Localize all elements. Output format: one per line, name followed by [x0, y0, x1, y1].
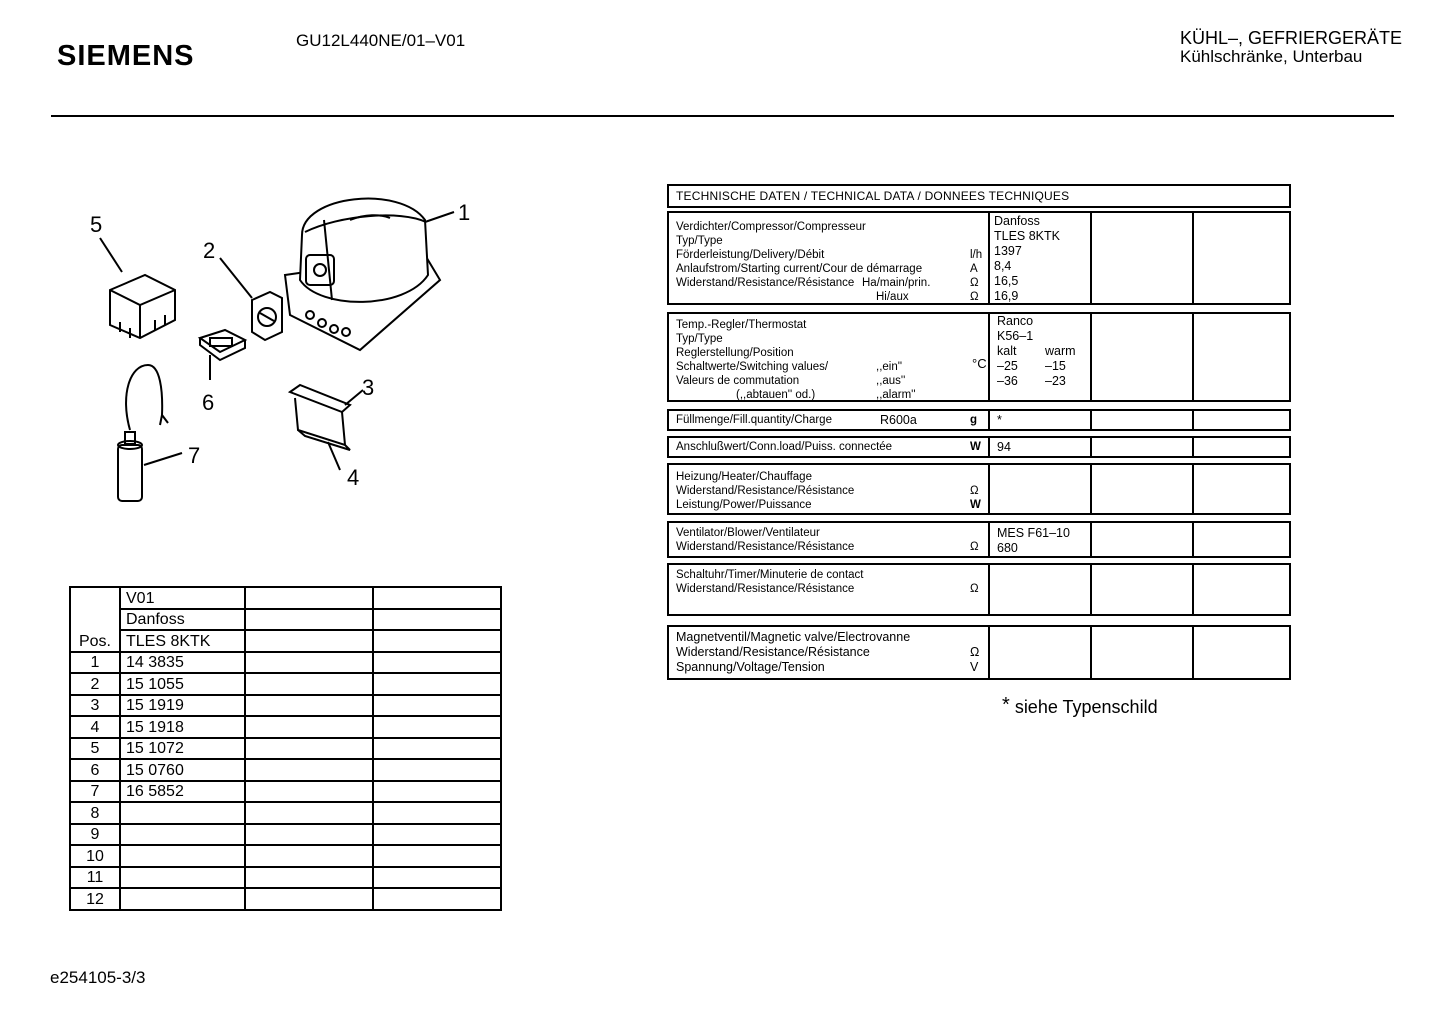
unit-label: Ω [970, 277, 979, 289]
table-row [70, 695, 501, 717]
charge-value: * [997, 413, 1002, 427]
power-label: Leistung/Power/Puissance [676, 499, 812, 511]
resistance-label: Widerstand/Resistance/Résistance [676, 485, 855, 497]
blower-resistance: 680 [997, 541, 1018, 555]
thermostat-maker: Ranco [997, 314, 1034, 328]
note-text: siehe Typenschild [1014, 697, 1158, 717]
table-row [70, 824, 501, 846]
pos-cell: 7 [70, 781, 120, 803]
main-resistance-value: 16,5 [994, 274, 1019, 288]
cold-label: kalt [997, 344, 1017, 358]
pos-cell: 6 [70, 759, 120, 781]
compressor-type: TLES 8KTK [994, 229, 1060, 243]
nameplate-note [1002, 694, 1158, 720]
part-number-cell: 15 1918 [120, 716, 245, 738]
resistance-label: Widerstand/Resistance/Résistance [676, 277, 855, 289]
table-row [70, 738, 501, 760]
note-asterisk: * [1002, 694, 1010, 716]
pos-cell: 9 [70, 824, 120, 846]
table-row [70, 867, 501, 889]
refrigerant-value: R600a [880, 413, 917, 427]
resistance-label: Widerstand/Resistance/Résistance [676, 645, 870, 659]
table-row [70, 652, 501, 674]
table-row [70, 781, 501, 803]
table-row [70, 802, 501, 824]
thermostat-section [667, 312, 1291, 402]
manufacturer-cell: Danfoss [120, 609, 245, 631]
table-row [70, 759, 501, 781]
type-label: Typ/Type [676, 235, 723, 247]
model-number: GU12L440NE/01–V01 [296, 31, 466, 50]
heater-label: Heizung/Heater/Chauffage [676, 471, 812, 483]
valve-section [667, 625, 1291, 680]
part-number-cell [120, 824, 245, 846]
pos-cell: 5 [70, 738, 120, 760]
valve-label: Magnetventil/Magnetic valve/Electrovanne [676, 630, 911, 644]
part-number-cell: 15 1919 [120, 695, 245, 717]
parts-table [69, 586, 502, 911]
commutation-label: Valeurs de commutation [676, 375, 800, 387]
unit-label: W [970, 441, 981, 453]
connected-load-label: Anschlußwert/Conn.load/Puiss. connectée [676, 441, 893, 453]
charge-section [667, 409, 1291, 431]
position-label: Reglerstellung/Position [676, 347, 794, 359]
category-subtitle: Kühlschränke, Unterbau [1180, 47, 1363, 66]
main-winding-label: Ha/main/prin. [862, 277, 931, 289]
pos-cell: 1 [70, 652, 120, 674]
part-number-cell: 16 5852 [120, 781, 245, 803]
resistance-label: Widerstand/Resistance/Résistance [676, 541, 855, 553]
starting-current-value: 8,4 [994, 259, 1012, 273]
pos-cell: 10 [70, 845, 120, 867]
voltage-label: Spannung/Voltage/Tension [676, 660, 825, 674]
document-id: e254105-3/3 [50, 968, 146, 987]
delivery-label: Förderleistung/Delivery/Débit [676, 249, 825, 261]
capacitor-drawing [118, 365, 168, 501]
switching-values-label: Schaltwerte/Switching values/ [676, 361, 829, 373]
type-cell: TLES 8KTK [120, 630, 245, 652]
tech-data-title: TECHNISCHE DATEN / TECHNICAL DATA / DONNEES TECHNIQUES [667, 184, 1291, 208]
callout-3: 3 [362, 375, 375, 400]
part-number-cell: 15 0760 [120, 759, 245, 781]
delivery-value: 1397 [994, 244, 1022, 258]
resistance-label: Widerstand/Resistance/Résistance [676, 583, 855, 595]
timer-section [667, 563, 1291, 616]
header-divider [51, 115, 1394, 117]
unit-label: Ω [970, 541, 979, 553]
callout-7: 7 [188, 443, 201, 468]
table-row [70, 587, 501, 609]
compressor-section [667, 211, 1291, 305]
cover-drawing [110, 275, 175, 338]
thermostat-label: Temp.-Regler/Thermostat [676, 319, 807, 331]
callout-1: 1 [458, 200, 471, 225]
off-label: ,,aus'' [876, 375, 906, 387]
part-number-cell: 14 3835 [120, 652, 245, 674]
unit-label: Ω [970, 291, 979, 303]
callout-5: 5 [90, 212, 103, 237]
blower-label: Ventilator/Blower/Ventilateur [676, 527, 820, 539]
table-row [70, 888, 501, 910]
relay-drawing [252, 292, 282, 340]
alarm-label: ,,alarm'' [876, 389, 916, 401]
defrost-label: (,,abtauen'' od.) [736, 389, 816, 401]
off-cold-value: –36 [997, 374, 1018, 388]
on-warm-value: –15 [1045, 359, 1066, 373]
callout-6: 6 [202, 390, 215, 415]
starting-current-label: Anlaufstrom/Starting current/Cour de démarrage [676, 263, 923, 275]
part-number-cell [120, 802, 245, 824]
compressor-maker: Danfoss [994, 214, 1040, 228]
pos-cell: 8 [70, 802, 120, 824]
table-row [70, 845, 501, 867]
compressor-label: Verdichter/Compressor/Compresseur [676, 221, 866, 233]
aux-winding-label: Hi/aux [876, 291, 909, 303]
on-cold-value: –25 [997, 359, 1018, 373]
thermostat-type: K56–1 [997, 329, 1034, 343]
part-number-cell: 15 1055 [120, 673, 245, 695]
unit-label: °C [972, 356, 987, 371]
part-number-cell [120, 845, 245, 867]
clip-drawing [290, 385, 350, 450]
parts-diagram [60, 180, 500, 520]
warm-label: warm [1045, 344, 1076, 358]
pos-cell: 2 [70, 673, 120, 695]
part-number-cell [120, 867, 245, 889]
heater-section [667, 463, 1291, 515]
unit-label: l/h [970, 249, 983, 261]
part-number-cell [120, 888, 245, 910]
overload-drawing [200, 330, 245, 360]
pos-cell: 12 [70, 888, 120, 910]
timer-label: Schaltuhr/Timer/Minuterie de contact [676, 569, 864, 581]
table-row [70, 673, 501, 695]
unit-label: g [970, 414, 978, 426]
blower-type: MES F61–10 [997, 526, 1070, 540]
table-row [70, 609, 501, 631]
version-cell: V01 [120, 587, 245, 609]
unit-label: Ω [970, 583, 979, 595]
unit-label: V [970, 660, 979, 674]
charge-label: Füllmenge/Fill.quantity/Charge [676, 414, 832, 426]
unit-label: Ω [970, 485, 979, 497]
pos-cell: 11 [70, 867, 120, 889]
table-row [70, 716, 501, 738]
category-title: KÜHL–, GEFRIERGERÄTE [1180, 28, 1403, 48]
compressor-drawing [285, 199, 440, 350]
part-number-cell: 15 1072 [120, 738, 245, 760]
table-row [70, 630, 501, 652]
pos-header: Pos. [70, 587, 120, 652]
connected-load-value: 94 [997, 440, 1011, 454]
connected-load-section [667, 436, 1291, 458]
callout-4: 4 [347, 465, 360, 490]
off-warm-value: –23 [1045, 374, 1066, 388]
callout-2: 2 [203, 238, 216, 263]
unit-label: W [970, 499, 981, 511]
pos-cell: 4 [70, 716, 120, 738]
pos-cell: 3 [70, 695, 120, 717]
unit-label: A [970, 263, 978, 275]
blower-section [667, 521, 1291, 558]
aux-resistance-value: 16,9 [994, 289, 1019, 303]
brand-logo: SIEMENS [57, 40, 195, 72]
on-label: ,,ein'' [876, 361, 903, 373]
unit-label: Ω [970, 645, 980, 659]
type-label: Typ/Type [676, 333, 723, 345]
